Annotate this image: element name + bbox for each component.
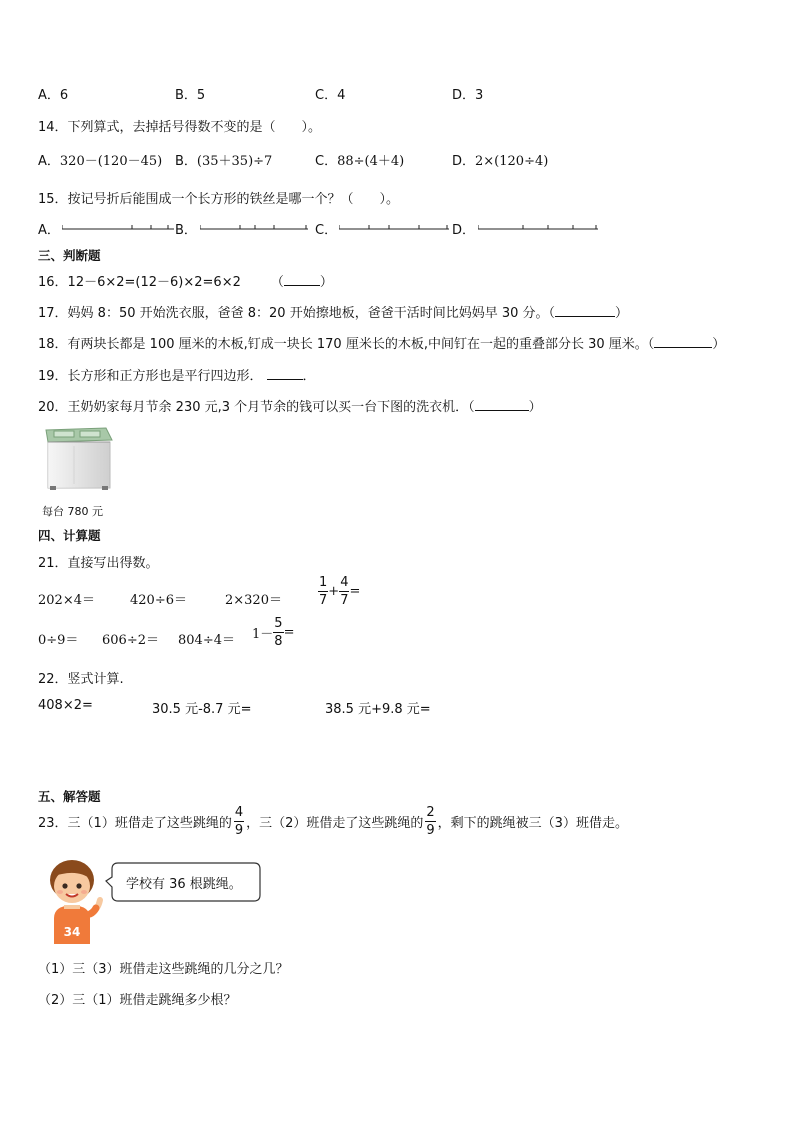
q14-option-d: D．2×(120÷4) (452, 154, 549, 169)
q23-sub2: （2）三（1）班借走跳绳多少根？ (38, 993, 237, 1008)
q22-item-2: 30.5 元-8.7 元= (152, 702, 252, 717)
q22-item-1: 408×2= (38, 698, 93, 713)
q15-wire-d (478, 222, 600, 232)
section-calculation-title: 四、计算题 (38, 528, 101, 543)
q17: 17．妈妈 8：50 开始洗衣服，爸爸 8：20 开始擦地板，爸爸干活时间比妈妈早 30 分。（ ） (38, 306, 629, 321)
q21-item-5: 0÷9＝ (38, 633, 79, 648)
section-application-title: 五、解答题 (38, 789, 101, 804)
washing-machine-caption: 每台 780 元 (42, 505, 103, 518)
q15-stem: 15．按记号折后能围成一个长方形的铁丝是哪一个？（ ）。 (38, 192, 400, 207)
q21-item-2: 420÷6＝ (130, 593, 187, 608)
q21-stem: 21．直接写出得数。 (38, 556, 159, 571)
q14-stem: 14．下列算式，去掉括号得数不变的是（ ）。 (38, 120, 322, 135)
q15-option-b: B． (175, 223, 197, 238)
q18: 18．有两块长都是 100 厘米的木板,钉成一块长 170 厘米长的木板,中间钉在一起的重叠部分长 30 厘米。（ ） (38, 337, 726, 352)
q15-option-d: D． (452, 223, 476, 238)
washing-machine-image (44, 424, 114, 492)
q21-item-7: 804÷4＝ (178, 633, 235, 648)
q15-wire-a (62, 222, 176, 232)
q15-wire-c (339, 222, 451, 232)
q20: 20．王奶奶家每月节余 230 元,3 个月节余的钱可以买一台下图的洗衣机．（ ） (38, 400, 542, 415)
q13-option-a: A．6 (38, 88, 69, 103)
q14-option-b: B．(35＋35)÷7 (175, 154, 273, 169)
q21-item-3: 2×320＝ (225, 593, 282, 608)
q23-sub1: （1）三（3）班借走这些跳绳的几分之几？ (38, 962, 289, 977)
q16: 16．12－6×2=(12－6)×2=6×2 （ ） (38, 275, 333, 290)
q15-option-a: A． (38, 223, 60, 238)
shirt-number: 34 (63, 925, 81, 939)
q14-option-c: C．88÷(4＋4) (315, 154, 405, 169)
q22-item-3: 38.5 元+9.8 元= (325, 702, 431, 717)
q14-option-a: A．320－(120－45) (38, 154, 163, 169)
speech-bubble-text: 学校有 36 根跳绳。 (126, 877, 242, 892)
q23-stem: 23．三（1）班借走了这些跳绳的 $\frac{4}{9}$ ，三（2）班借走了这些跳绳的 $\frac{2}{9}$ ，剩下的跳绳被三（3）班借走。 (38, 805, 628, 838)
q15-option-c: C． (315, 223, 338, 238)
q22-stem: 22．竖式计算. (38, 672, 124, 687)
q19: 19．长方形和正方形也是平行四边形． ． (38, 369, 316, 384)
q21-item-8: 1－ $\frac{5}{8}$ = (252, 616, 295, 649)
q13-option-c: C．4 (315, 88, 346, 103)
q13-option-b: B．5 (175, 88, 206, 103)
q21-item-4: $\frac{1}{7}$ + $\frac{4}{7}$ = (319, 575, 361, 608)
q13-option-d: D．3 (452, 88, 484, 103)
section-judgement-title: 三、判断题 (38, 248, 101, 263)
q21-item-6: 606÷2＝ (102, 633, 159, 648)
boy-illustration (40, 856, 106, 946)
q21-item-1: 202×4＝ (38, 593, 95, 608)
q15-wire-b (200, 222, 310, 232)
